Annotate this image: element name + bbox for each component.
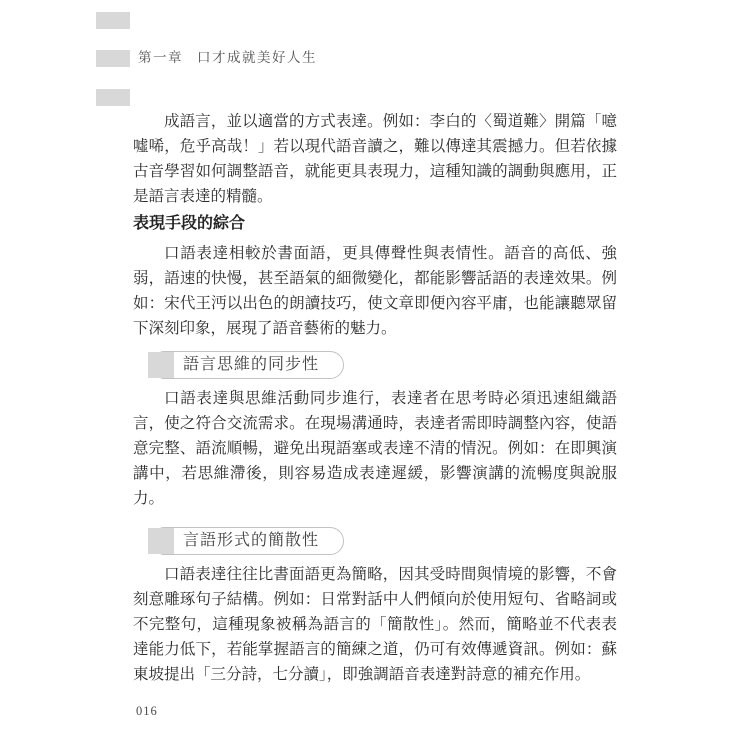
section-heading-text: 語言思維的同步性 [158,351,344,379]
running-header [138,49,317,67]
bold-subheading: 表現手段的綜合 [133,215,246,232]
body-paragraph: 口語表達相較於書面語，更具傳聲性與表情性。語音的高低、強弱，語速的快慢，甚至語氣的細微變化，都能影響話語的表達效果。例如：宋代王沔以出色的朗讀技巧，使文章即便內容平庸，也能讓聽眾留下深刻印象，展現了語音藝術的魅力。 [133,245,617,337]
decorative-gray-block [96,50,130,67]
chapter-title: 口才成就美好人生 [197,50,317,65]
page-number: 016 [136,704,158,718]
section-heading-pill [148,527,344,555]
decorative-gray-block [96,12,130,29]
body-paragraph: 口語表達與思維活動同步進行，表達者在思考時必須迅速組織語言，使之符合交流需求。在現場溝通時，表達者需即時調整內容，使語意完整、語流順暢，避免出現語塞或表達不清的情況。例如：在即興演講中，若思維滯後，則容易造成表達遲緩，影響演講的流暢度與說服力。 [133,390,617,507]
body-paragraph: 口語表達往往比書面語更為簡略，因其受時間與情境的影響，不會刻意雕琢句子結構。例如：日常對話中人們傾向於使用短句、省略詞或不完整句，這種現象被稱為語言的「簡散性」。然而，簡略並不代表表達能力低下，若能掌握語言的簡練之道，仍可有效傳遞資訊。例如：蘇東坡提出「三分詩，七分讀」，即強調語音表達對詩意的補充作用。 [133,566,617,683]
page-content [133,109,617,687]
heading-gray-block [148,528,174,554]
section-heading-pill [148,351,344,379]
body-paragraph: 成語言，並以適當的方式表達。例如：李白的〈蜀道難〉開篇「噫噓唏，危乎高哉！」若以現代語音讀之，難以傳達其震撼力。但若依據古音學習如何調整語音，就能更具表現力，這種知識的調動與應用，正是語言表達的精髓。 [133,113,617,205]
decorative-gray-block [96,89,130,106]
heading-gray-block [148,352,174,378]
section-heading-text: 言語形式的簡散性 [158,527,344,555]
chapter-label: 第一章 [138,50,183,65]
